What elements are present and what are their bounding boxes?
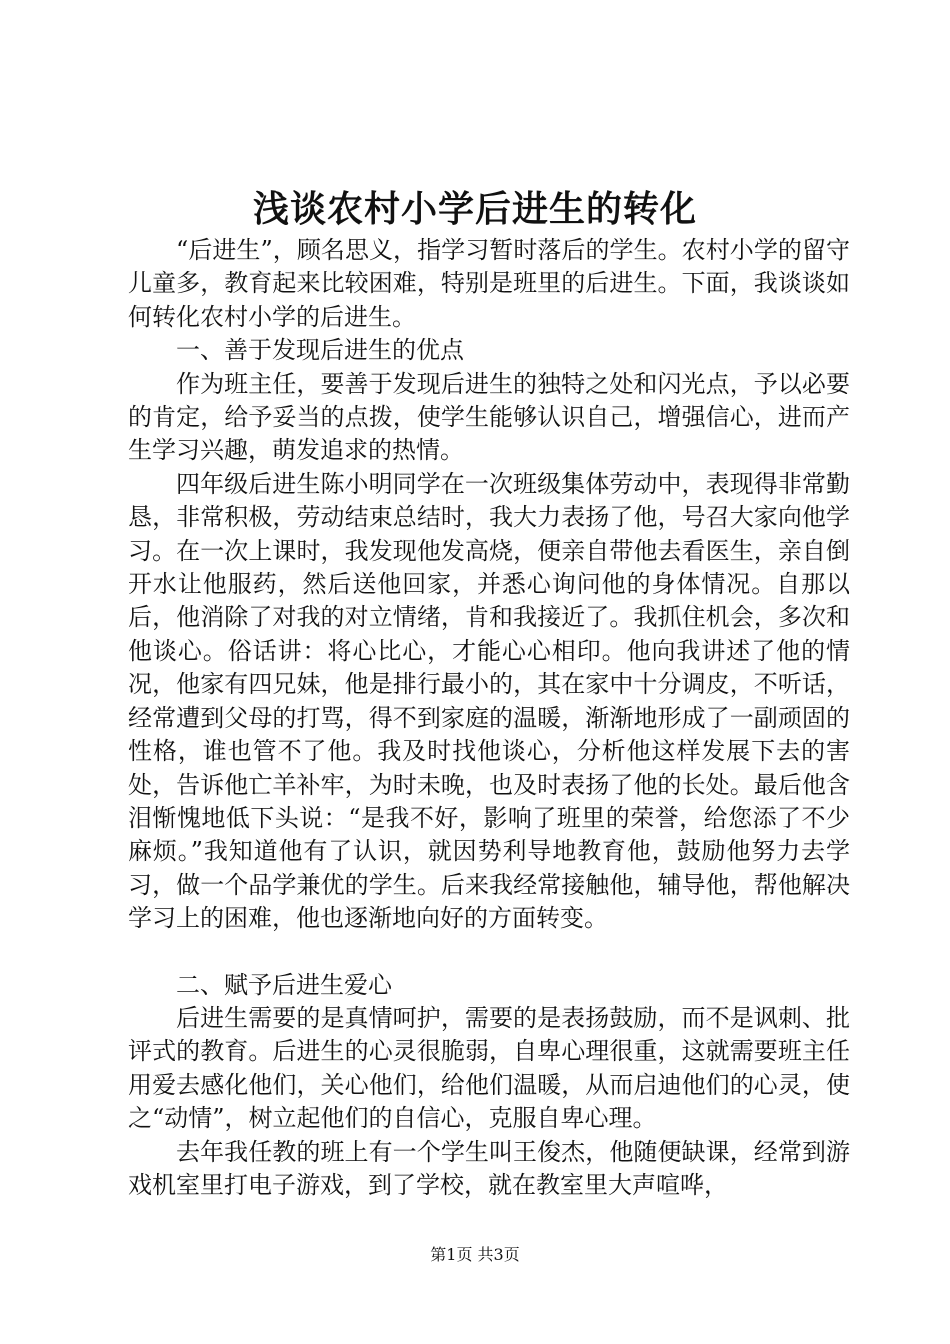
document-body — [128, 234, 850, 1202]
intro-paragraph: “后进生”，顾名思义，指学习暂时落后的学生。农村小学的留守儿童多，教育起来比较困难，特别是班里的后进生。下面，我谈谈如何转化农村小学的后进生。 — [128, 236, 850, 331]
section-1-paragraph-1: 作为班主任，要善于发现后进生的独特之处和闪光点，予以必要的肯定，给予妥当的点拨，使学生能够认识自己，增强信心，进而产生学习兴趣，萌发追求的热情。 — [128, 369, 850, 465]
section-2-paragraph-1: 后进生需要的是真情呵护，需要的是表扬鼓励，而不是讽刺、批评式的教育。后进生的心灵很脆弱，自卑心理很重，这就需要班主任用爱去感化他们，关心他们，给他们温暖，从而启迪他们的心灵，使之“动情”，树立起他们的自信心，克服自卑心理。 — [128, 1003, 850, 1133]
page-footer: 第1页 共3页 — [430, 1245, 520, 1264]
paragraph-spacer — [128, 936, 850, 969]
page-title: 浅谈农村小学后进生的转化 — [252, 188, 697, 230]
section-1-paragraph-2: 四年级后进生陈小明同学在一次班级集体劳动中，表现得非常勤恳，非常积极，劳动结束总结时，我大力表扬了他，号召大家向他学习。在一次上课时，我发现他发高烧，便亲自带他去看医生，亲自倒开水让他服药，然后送他回家，并悉心询问他的身体情况。自那以后，他消除了对我的对立情绪，肯和我接近了。我抓住机会，多次和他谈心。俗话讲：将心比心，才能心心相印。他向我讲述了他的情况，他家有四兄妹，他是排行最小的，其在家中十分调皮，不听话，经常遭到父母的打骂，得不到家庭的温暖，渐渐地形成了一副顽固的性格，谁也管不了他。我及时找他谈心，分析他这样发展下去的害处，告诉他亡羊补牢，为时未晚，也及时表扬了他的长处。最后他含泪惭愧地低下头说：“是我不好，影响了班里的荣誉，给您添了不少麻烦。”我知道他有了认识，就因势利导地教育他，鼓励他努力去学习，做一个品学兼优的学生。后来我经常接触他，辅导他，帮他解决学习上的困难，他也逐渐地向好的方面转变。 — [128, 469, 850, 933]
section-heading-2: 二、赋予后进生爱心 — [176, 970, 392, 999]
section-2-paragraph-2: 去年我任教的班上有一个学生叫王俊杰，他随便缺课，经常到游戏机室里打电子游戏，到了学校，就在教室里大声喧哗， — [128, 1137, 850, 1199]
section-heading-1: 一、善于发现后进生的优点 — [176, 336, 464, 365]
